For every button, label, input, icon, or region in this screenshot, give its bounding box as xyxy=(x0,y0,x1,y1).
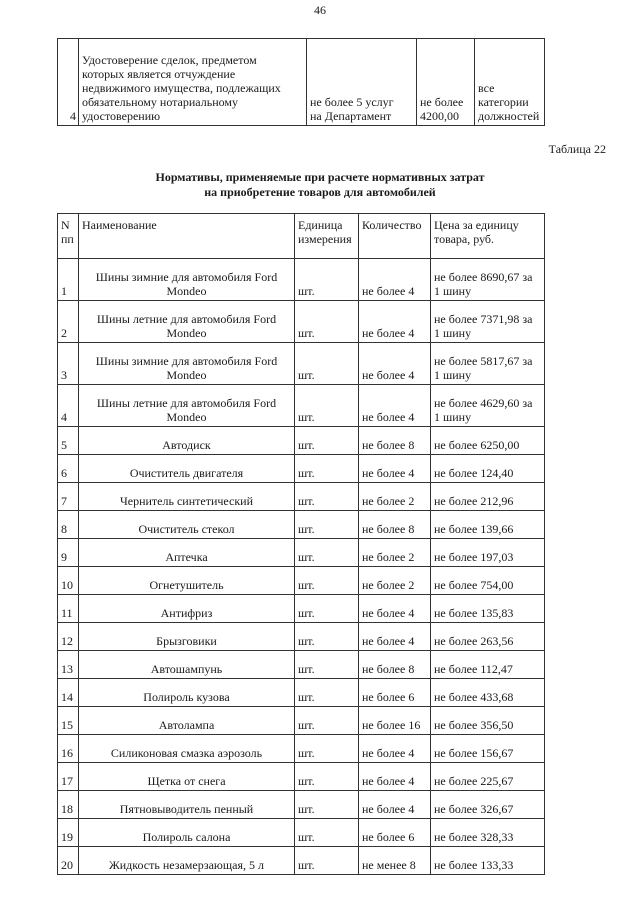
table-row xyxy=(58,455,545,483)
item-unit: шт. xyxy=(295,847,359,875)
item-quantity: не более 4 xyxy=(359,301,431,343)
item-price: не более 197,03 xyxy=(431,539,545,567)
row-number: 16 xyxy=(58,735,79,763)
row-number: 3 xyxy=(58,343,79,385)
table-row xyxy=(58,385,545,427)
header-unit: Единица измерения xyxy=(295,214,359,259)
table-row xyxy=(58,39,545,126)
item-quantity: не более 2 xyxy=(359,539,431,567)
table-row xyxy=(58,343,545,385)
item-name: Шины зимние для автомобиля Ford Mondeo xyxy=(79,343,295,385)
item-name: Автодиск xyxy=(79,427,295,455)
service-name: Удостоверение сделок, предметом которых является отчуждение недвижимого имущества, подлежащих обязательному нотариальному удостоверению xyxy=(79,39,307,126)
item-unit: шт. xyxy=(295,301,359,343)
item-quantity: не более 4 xyxy=(359,595,431,623)
item-price: не более 328,33 xyxy=(431,819,545,847)
item-quantity: не более 6 xyxy=(359,679,431,707)
table-row xyxy=(58,707,545,735)
row-number: 7 xyxy=(58,483,79,511)
header-price: Цена за единицу товара, руб. xyxy=(431,214,545,259)
item-name: Полироль кузова xyxy=(79,679,295,707)
item-price: не более 212,96 xyxy=(431,483,545,511)
row-number: 4 xyxy=(58,385,79,427)
item-unit: шт. xyxy=(295,343,359,385)
row-number: 12 xyxy=(58,623,79,651)
item-price: не более 225,67 xyxy=(431,763,545,791)
item-name: Силиконовая смазка аэрозоль xyxy=(79,735,295,763)
item-unit: шт. xyxy=(295,567,359,595)
row-number: 18 xyxy=(58,791,79,819)
item-name: Аптечка xyxy=(79,539,295,567)
item-name: Шины летние для автомобиля Ford Mondeo xyxy=(79,385,295,427)
row-number: 4 xyxy=(58,39,79,126)
item-price: не более 433,68 xyxy=(431,679,545,707)
table-row xyxy=(58,623,545,651)
table-body xyxy=(58,259,545,875)
item-unit: шт. xyxy=(295,735,359,763)
page-number: 46 xyxy=(314,3,326,17)
item-name: Полироль салона xyxy=(79,819,295,847)
item-name: Пятновыводитель пенный xyxy=(79,791,295,819)
item-quantity: не более 4 xyxy=(359,343,431,385)
table-row xyxy=(58,791,545,819)
item-unit: шт. xyxy=(295,427,359,455)
item-unit: шт. xyxy=(295,385,359,427)
item-name: Чернитель синтетический xyxy=(79,483,295,511)
item-quantity: не более 8 xyxy=(359,651,431,679)
item-price: не более 135,83 xyxy=(431,595,545,623)
table-caption: Таблица 22 xyxy=(548,142,606,156)
item-quantity: не более 4 xyxy=(359,623,431,651)
header-name: Наименование xyxy=(79,214,295,259)
item-quantity: не более 2 xyxy=(359,567,431,595)
item-quantity: не более 6 xyxy=(359,819,431,847)
row-number: 6 xyxy=(58,455,79,483)
item-name: Жидкость незамерзающая, 5 л xyxy=(79,847,295,875)
item-price: не более 156,67 xyxy=(431,735,545,763)
row-number: 2 xyxy=(58,301,79,343)
table-row xyxy=(58,539,545,567)
row-number: 5 xyxy=(58,427,79,455)
item-name: Автошампунь xyxy=(79,651,295,679)
item-unit: шт. xyxy=(295,483,359,511)
item-name: Огнетушитель xyxy=(79,567,295,595)
header-quantity: Количество xyxy=(359,214,431,259)
item-price: не более 4629,60 за 1 шину xyxy=(431,385,545,427)
table-header-row xyxy=(58,214,545,259)
item-unit: шт. xyxy=(295,679,359,707)
automobile-goods-table xyxy=(57,213,545,875)
item-name: Очиститель двигателя xyxy=(79,455,295,483)
item-price: не более 139,66 xyxy=(431,511,545,539)
item-quantity: не более 4 xyxy=(359,385,431,427)
item-unit: шт. xyxy=(295,819,359,847)
item-price: не более 124,40 xyxy=(431,455,545,483)
item-price: не более 5817,67 за 1 шину xyxy=(431,343,545,385)
row-number: 8 xyxy=(58,511,79,539)
item-quantity: не более 4 xyxy=(359,763,431,791)
previous-table-continuation xyxy=(57,38,545,126)
item-unit: шт. xyxy=(295,791,359,819)
item-quantity: не менее 8 xyxy=(359,847,431,875)
item-name: Шины летние для автомобиля Ford Mondeo xyxy=(79,301,295,343)
item-unit: шт. xyxy=(295,707,359,735)
item-unit: шт. xyxy=(295,595,359,623)
item-unit: шт. xyxy=(295,623,359,651)
item-unit: шт. xyxy=(295,259,359,301)
table-row xyxy=(58,483,545,511)
item-name: Очиститель стекол xyxy=(79,511,295,539)
item-price: не более 112,47 xyxy=(431,651,545,679)
item-quantity: не более 4 xyxy=(359,791,431,819)
row-number: 1 xyxy=(58,259,79,301)
item-quantity: не более 4 xyxy=(359,455,431,483)
item-price: не более 8690,67 за 1 шину xyxy=(431,259,545,301)
table-row xyxy=(58,427,545,455)
service-quantity: не более 5 услуг на Департамент xyxy=(307,39,417,126)
table-row xyxy=(58,763,545,791)
item-price: не более 263,56 xyxy=(431,623,545,651)
table-row xyxy=(58,511,545,539)
item-name: Антифриз xyxy=(79,595,295,623)
item-quantity: не более 8 xyxy=(359,427,431,455)
item-quantity: не более 8 xyxy=(359,511,431,539)
item-unit: шт. xyxy=(295,651,359,679)
item-price: не более 754,00 xyxy=(431,567,545,595)
item-unit: шт. xyxy=(295,455,359,483)
item-quantity: не более 4 xyxy=(359,735,431,763)
table-row xyxy=(58,259,545,301)
service-price: не более 4200,00 xyxy=(417,39,475,126)
item-price: не более 7371,98 за 1 шину xyxy=(431,301,545,343)
row-number: 14 xyxy=(58,679,79,707)
item-quantity: не более 16 xyxy=(359,707,431,735)
item-unit: шт. xyxy=(295,511,359,539)
table-title: Нормативы, применяемые при расчете нормативных затрат на приобретение товаров для автомобилей xyxy=(155,170,485,199)
item-name: Шины зимние для автомобиля Ford Mondeo xyxy=(79,259,295,301)
item-price: не более 133,33 xyxy=(431,847,545,875)
table-row xyxy=(58,679,545,707)
row-number: 17 xyxy=(58,763,79,791)
position-category: все категории должностей xyxy=(475,39,545,126)
item-quantity: не более 4 xyxy=(359,259,431,301)
row-number: 11 xyxy=(58,595,79,623)
row-number: 13 xyxy=(58,651,79,679)
table-row xyxy=(58,595,545,623)
table-row xyxy=(58,301,545,343)
row-number: 19 xyxy=(58,819,79,847)
item-quantity: не более 2 xyxy=(359,483,431,511)
table-row xyxy=(58,819,545,847)
row-number: 20 xyxy=(58,847,79,875)
row-number: 9 xyxy=(58,539,79,567)
item-name: Автолампа xyxy=(79,707,295,735)
table-row xyxy=(58,735,545,763)
item-name: Брызговики xyxy=(79,623,295,651)
table-row xyxy=(58,567,545,595)
table-row xyxy=(58,651,545,679)
item-unit: шт. xyxy=(295,763,359,791)
header-number: N пп xyxy=(58,214,79,259)
item-price: не более 6250,00 xyxy=(431,427,545,455)
item-price: не более 326,67 xyxy=(431,791,545,819)
item-name: Щетка от снега xyxy=(79,763,295,791)
row-number: 15 xyxy=(58,707,79,735)
item-unit: шт. xyxy=(295,539,359,567)
row-number: 10 xyxy=(58,567,79,595)
table-row xyxy=(58,847,545,875)
item-price: не более 356,50 xyxy=(431,707,545,735)
